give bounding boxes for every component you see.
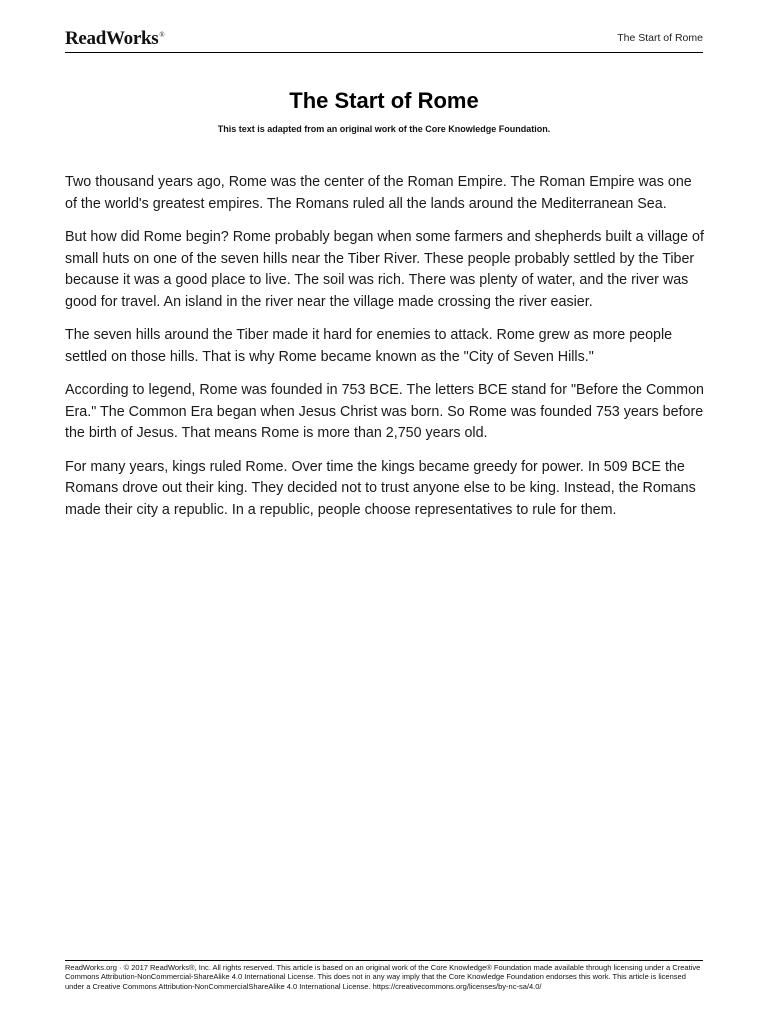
readworks-logo bbox=[65, 28, 164, 50]
paragraph: According to legend, Rome was founded in 753 BCE. The letters BCE stand for "Before the Common Era." The Common Era began when Jesus Christ was born. So Rome was founded 753 years before the birth of Jesus. That means Rome is more than 2,750 years old. bbox=[65, 382, 704, 441]
article-subtitle: This text is adapted from an original work of the Core Knowledge Foundation. bbox=[217, 124, 551, 134]
brand-name: ReadWorks bbox=[65, 28, 159, 49]
license-footer: ReadWorks.org · © 2017 ReadWorks®, Inc. All rights reserved. This article is based on an original work of the Core Knowledge® Foundation made available through licensing under a Creative Commons Attribution-NonCommercial-ShareAlike 4.0 International License. This does not in any way imply that the Core Knowledge Foundation endorses this work. This article is licensed under a Creative Commons Attribution-NonCommercialShareAlike 4.0 International License. https://creativecommons.org/licenses/by-nc-sa/4.0/ bbox=[65, 963, 701, 991]
paragraph: Two thousand years ago, Rome was the center of the Roman Empire. The Roman Empire was one of the world's greatest empires. The Romans ruled all the lands around the Mediterranean Sea. bbox=[65, 174, 692, 212]
paragraph: For many years, kings ruled Rome. Over time the kings became greedy for power. In 509 BCE the Romans drove out their king. They decided not to trust anyone else to be king. Instead, the Romans made their city a republic. In a republic, people choose representatives to rule for them. bbox=[65, 458, 696, 518]
footer-divider bbox=[65, 960, 703, 961]
article-body bbox=[65, 172, 707, 533]
article-title: The Start of Rome bbox=[289, 88, 479, 113]
header-doc-title: The Start of Rome bbox=[617, 32, 703, 44]
header-divider bbox=[65, 52, 703, 53]
page-header bbox=[65, 28, 703, 50]
registered-mark: ® bbox=[159, 30, 165, 39]
paragraph: But how did Rome begin? Rome probably began when some farmers and shepherds built a village of small huts on one of the seven hills near the Tiber River. These people probably settled by the Tiber because it was a good place to live. The soil was rich. There was plenty of water, and the river was good for travel. An island in the river near the village made crossing the river easier. bbox=[65, 229, 704, 310]
paragraph: The seven hills around the Tiber made it hard for enemies to attack. Rome grew as more people settled on those hills. That is why Rome became known as the "City of Seven Hills." bbox=[65, 327, 673, 365]
